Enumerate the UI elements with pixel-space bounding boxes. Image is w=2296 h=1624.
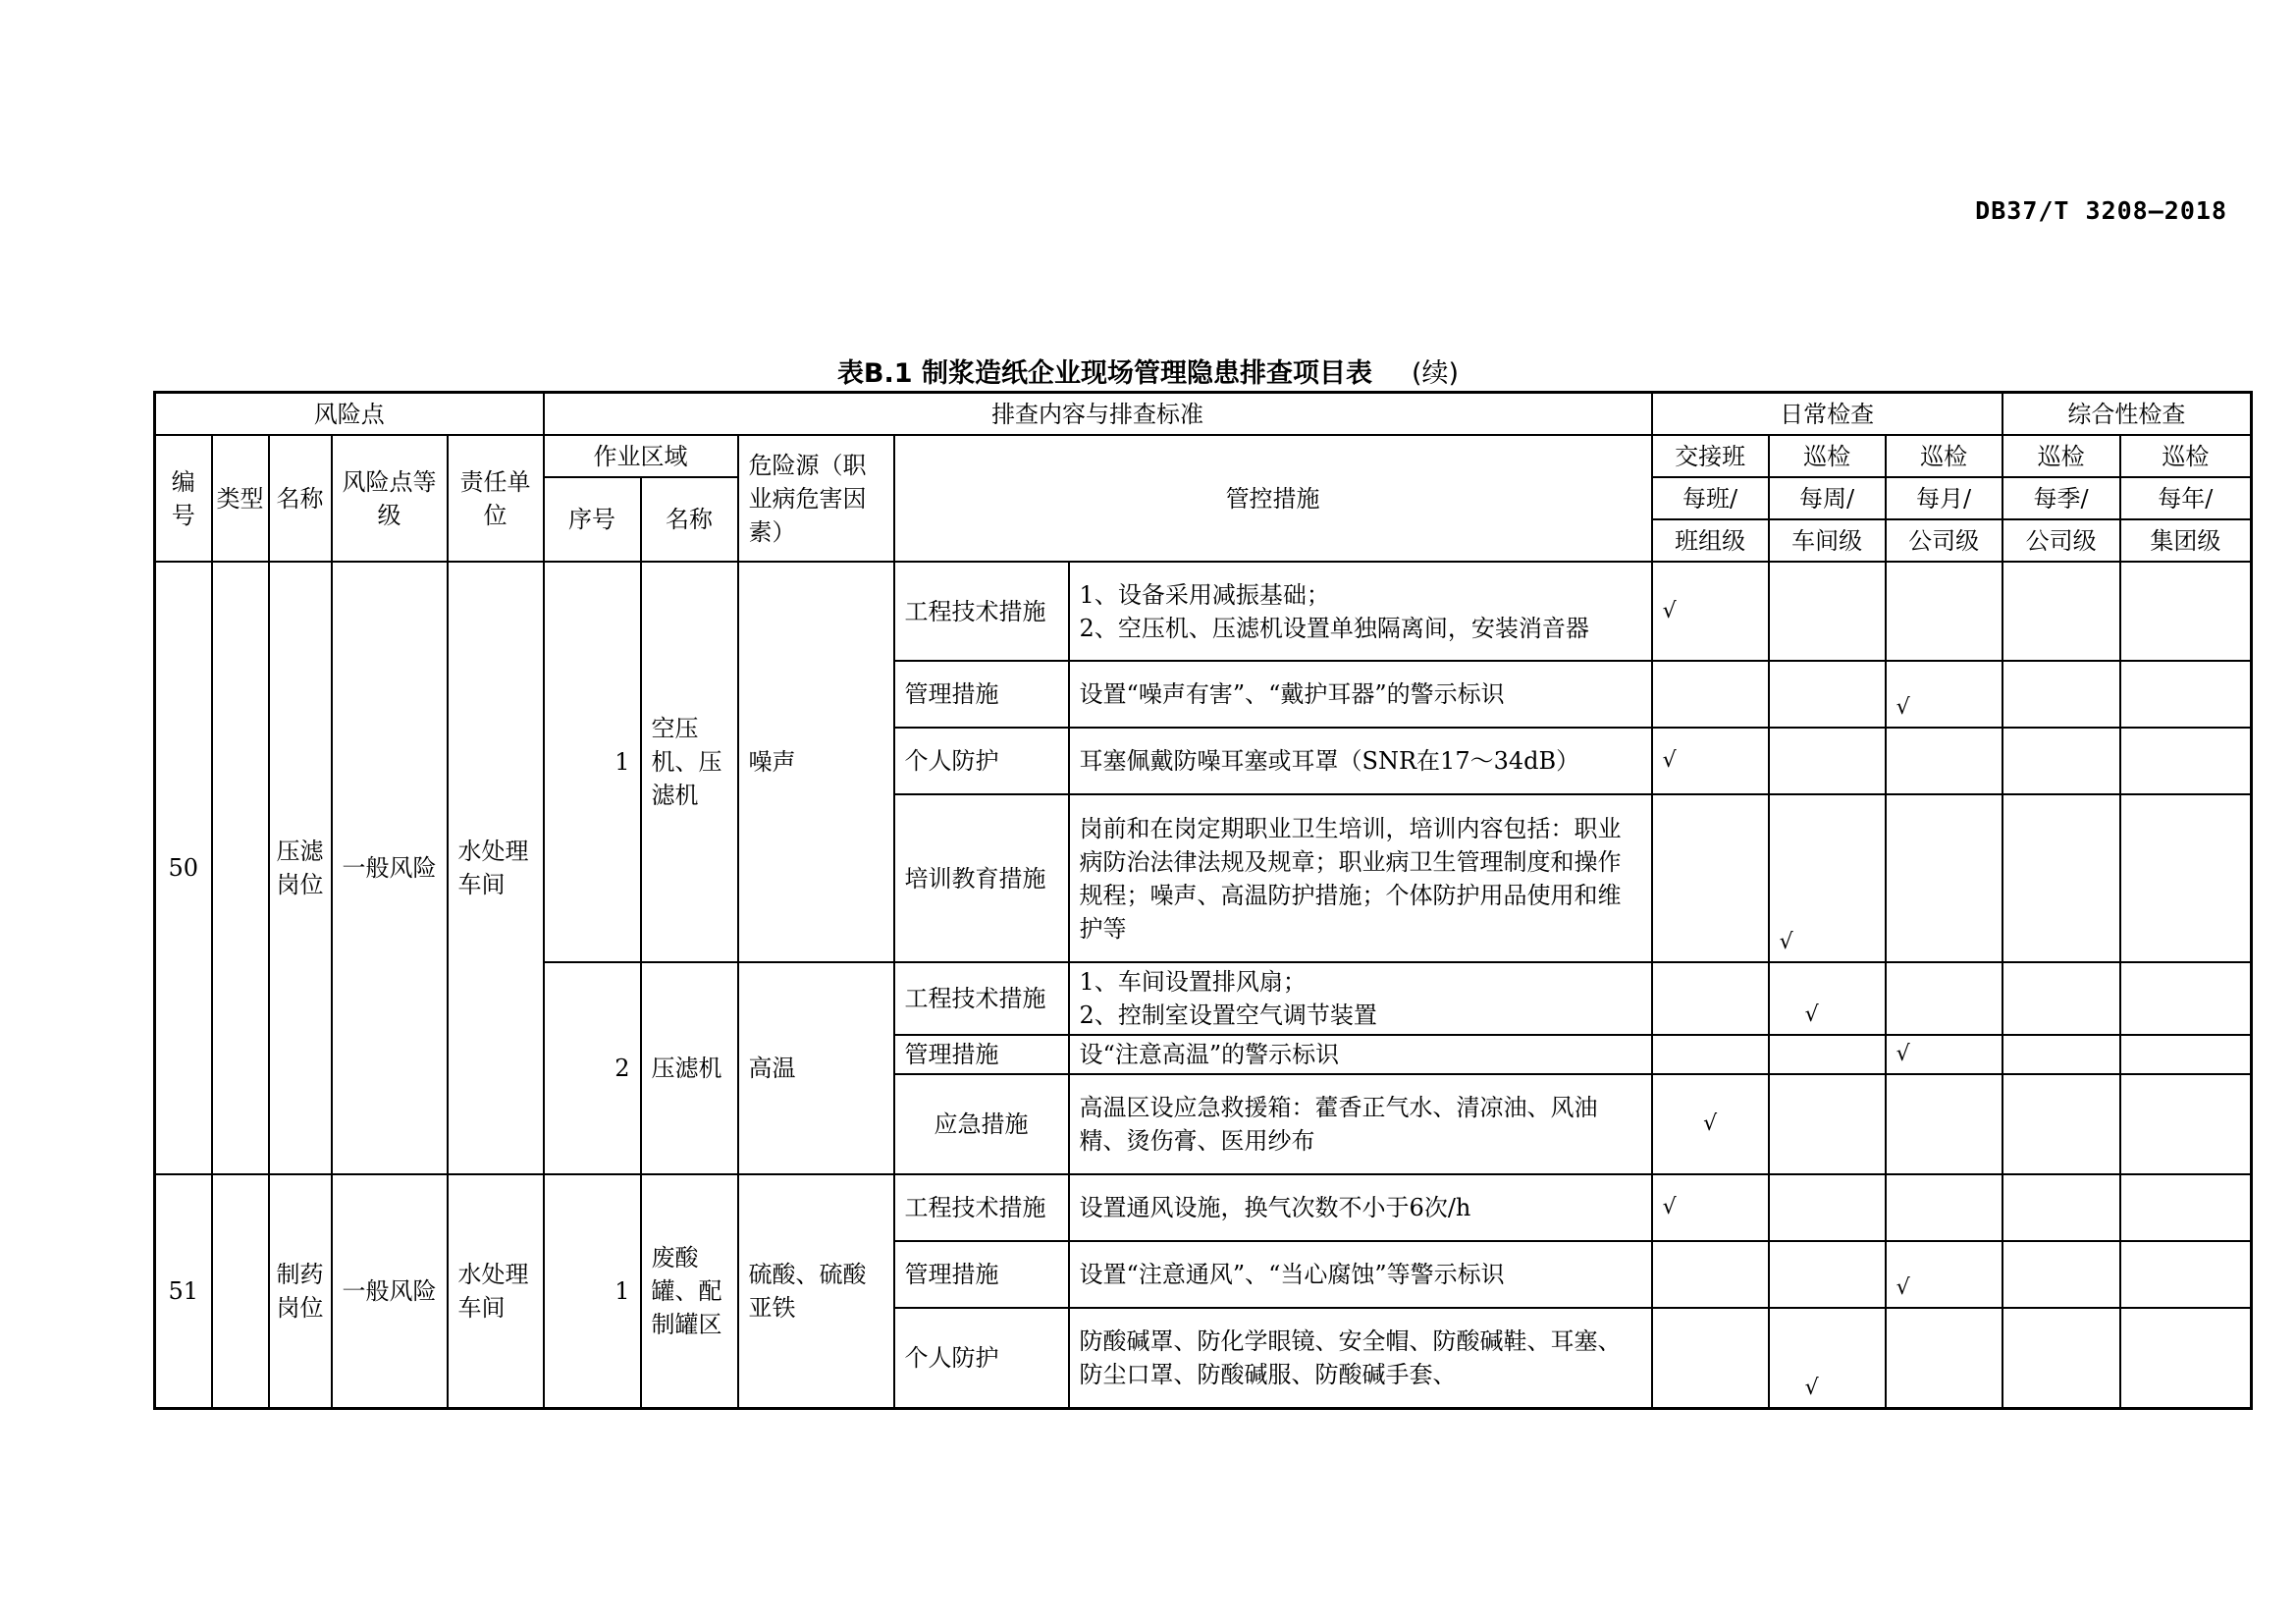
- row50-m2-check-2: [1769, 661, 1886, 728]
- row51-m2-text: 设置“注意通风”、“当心腐蚀”等警示标识: [1069, 1241, 1652, 1308]
- row50-type: [212, 562, 269, 1174]
- row50-m2-check-5: [2120, 661, 2252, 728]
- row50-m6-category: 管理措施: [894, 1035, 1069, 1074]
- row50-m5-check-2: √: [1769, 962, 1886, 1035]
- row50-m6-check-1: [1652, 1035, 1769, 1074]
- row50-no: 50: [155, 562, 212, 1174]
- header-risk-point: 风险点: [155, 393, 544, 436]
- row51-m1-check-5: [2120, 1174, 2252, 1241]
- row50-m7-check-3: [1886, 1074, 2002, 1174]
- row51-m1-check-3: [1886, 1174, 2002, 1241]
- row50-m6-check-5: [2120, 1035, 2252, 1074]
- row50-m5-text: 1、车间设置排风扇； 2、控制室设置空气调节装置: [1069, 962, 1652, 1035]
- row50-m2-check-4: [2002, 661, 2120, 728]
- row50-unit: 水处理车间: [448, 562, 544, 1174]
- row50-m5-category: 工程技术措施: [894, 962, 1069, 1035]
- check-type-5: 巡检: [2120, 435, 2252, 477]
- row51-m3-check-3: [1886, 1308, 2002, 1408]
- row51-area1-hazard: 硫酸、硫酸亚铁: [738, 1174, 894, 1408]
- row50-name: 压滤岗位: [269, 562, 332, 1174]
- hazard-check-table: [153, 391, 2253, 1410]
- row50-m1-check-1: √: [1652, 562, 1769, 661]
- row50-m3-check-1: √: [1652, 728, 1769, 794]
- row50-m1-check-3: [1886, 562, 2002, 661]
- row50-m4-check-4: [2002, 794, 2120, 962]
- header-col-name: 名称: [269, 435, 332, 562]
- row50-m4-category: 培训教育措施: [894, 794, 1069, 962]
- header-hazard: 危险源（职业病危害因素）: [738, 435, 894, 562]
- check-freq-2: 每周/: [1769, 477, 1886, 519]
- row50-m7-text: 高温区设应急救援箱：藿香正气水、清凉油、风油精、烫伤膏、医用纱布: [1069, 1074, 1652, 1174]
- row50-level: 一般风险: [332, 562, 448, 1174]
- row50-m4-check-5: [2120, 794, 2252, 962]
- row51-no: 51: [155, 1174, 212, 1408]
- row51-m1-check-2: [1769, 1174, 1886, 1241]
- row50-m1-category: 工程技术措施: [894, 562, 1069, 661]
- row51-m2-check-3: √: [1886, 1241, 2002, 1308]
- row51-area1-name: 废酸罐、配制罐区: [641, 1174, 738, 1408]
- row50-m7-category: 应急措施: [894, 1074, 1069, 1174]
- standard-code: DB37/T 3208—2018: [1975, 196, 2227, 225]
- row51-m3-check-2: √: [1769, 1308, 1886, 1408]
- row51-m3-check-1: [1652, 1308, 1769, 1408]
- row50-m3-text: 耳塞佩戴防噪耳塞或耳罩（SNR在17～34dB）: [1069, 728, 1652, 794]
- row50-area1-seq: 1: [544, 562, 641, 962]
- row51-m3-text: 防酸碱罩、防化学眼镜、安全帽、防酸碱鞋、耳塞、防尘口罩、防酸碱服、防酸碱手套、: [1069, 1308, 1652, 1408]
- row51-unit: 水处理车间: [448, 1174, 544, 1408]
- check-freq-1: 每班/: [1652, 477, 1769, 519]
- row50-m6-check-4: [2002, 1035, 2120, 1074]
- row51-m1-text: 设置通风设施，换气次数不小于6次/h: [1069, 1174, 1652, 1241]
- row50-m7-check-4: [2002, 1074, 2120, 1174]
- header-col-level: 风险点等级: [332, 435, 448, 562]
- row50-m3-check-4: [2002, 728, 2120, 794]
- header-col-unit: 责任单位: [448, 435, 544, 562]
- row51-type: [212, 1174, 269, 1408]
- row50-m6-text: 设“注意高温”的警示标识: [1069, 1035, 1652, 1074]
- row50-m2-check-1: [1652, 661, 1769, 728]
- check-level-1: 班组级: [1652, 519, 1769, 562]
- table-title: [0, 352, 2296, 390]
- header-daily-check: 日常检查: [1652, 393, 2002, 436]
- check-type-1: 交接班: [1652, 435, 1769, 477]
- row50-area2-name: 压滤机: [641, 962, 738, 1174]
- check-level-5: 集团级: [2120, 519, 2252, 562]
- check-freq-4: 每季/: [2002, 477, 2120, 519]
- table-title-continued: (续): [1411, 358, 1460, 389]
- row51-m2-category: 管理措施: [894, 1241, 1069, 1308]
- row50-m1-check-4: [2002, 562, 2120, 661]
- header-work-seq: 序号: [544, 477, 641, 562]
- row50-m1-check-5: [2120, 562, 2252, 661]
- row51-m1-check-1: √: [1652, 1174, 1769, 1241]
- check-level-4: 公司级: [2002, 519, 2120, 562]
- header-col-type: 类型: [212, 435, 269, 562]
- row50-m4-check-1: [1652, 794, 1769, 962]
- table-title-text: 表B.1 制浆造纸企业现场管理隐患排查项目表: [836, 358, 1372, 389]
- row51-m3-check-5: [2120, 1308, 2252, 1408]
- check-freq-5: 每年/: [2120, 477, 2252, 519]
- row50-area2-hazard: 高温: [738, 962, 894, 1174]
- row51-area1-seq: 1: [544, 1174, 641, 1408]
- row50-area1-hazard: 噪声: [738, 562, 894, 962]
- row51-m2-check-4: [2002, 1241, 2120, 1308]
- row50-m7-check-2: [1769, 1074, 1886, 1174]
- row51-m1-category: 工程技术措施: [894, 1174, 1069, 1241]
- row50-m1-check-2: [1769, 562, 1886, 661]
- row51-level: 一般风险: [332, 1174, 448, 1408]
- header-col-no: 编号: [155, 435, 212, 562]
- row50-m5-check-4: [2002, 962, 2120, 1035]
- row50-m5-check-5: [2120, 962, 2252, 1035]
- row50-m6-check-2: [1769, 1035, 1886, 1074]
- row50-m3-check-2: [1769, 728, 1886, 794]
- row50-m6-check-3: √: [1886, 1035, 2002, 1074]
- row50-m3-check-3: [1886, 728, 2002, 794]
- row50-m2-text: 设置“噪声有害”、“戴护耳器”的警示标识: [1069, 661, 1652, 728]
- row51-m3-category: 个人防护: [894, 1308, 1069, 1408]
- row50-m4-check-3: [1886, 794, 2002, 962]
- row51-m2-check-2: [1769, 1241, 1886, 1308]
- row50-m5-check-3: [1886, 962, 2002, 1035]
- row51-name: 制药岗位: [269, 1174, 332, 1408]
- header-check-content: 排查内容与排查标准: [544, 393, 1652, 436]
- header-comprehensive-check: 综合性检查: [2002, 393, 2252, 436]
- check-type-4: 巡检: [2002, 435, 2120, 477]
- row50-m7-check-5: [2120, 1074, 2252, 1174]
- row51-m1-check-4: [2002, 1174, 2120, 1241]
- row50-m1-text: 1、设备采用减振基础； 2、空压机、压滤机设置单独隔离间，安装消音器: [1069, 562, 1652, 661]
- check-type-2: 巡检: [1769, 435, 1886, 477]
- row50-m4-check-2: √: [1769, 794, 1886, 962]
- row51-m3-check-4: [2002, 1308, 2120, 1408]
- row50-m3-check-5: [2120, 728, 2252, 794]
- header-work-area: 作业区域: [544, 435, 738, 477]
- row50-m2-check-3: √: [1886, 661, 2002, 728]
- header-measures: 管控措施: [894, 435, 1652, 562]
- row50-m3-category: 个人防护: [894, 728, 1069, 794]
- check-type-3: 巡检: [1886, 435, 2002, 477]
- check-freq-3: 每月/: [1886, 477, 2002, 519]
- row50-m4-text: 岗前和在岗定期职业卫生培训，培训内容包括：职业病防治法律法规及规章；职业病卫生管理制度和操作规程；噪声、高温防护措施；个体防护用品使用和维护等: [1069, 794, 1652, 962]
- check-level-3: 公司级: [1886, 519, 2002, 562]
- row51-m2-check-1: [1652, 1241, 1769, 1308]
- row50-area1-name: 空压机、压滤机: [641, 562, 738, 962]
- check-level-2: 车间级: [1769, 519, 1886, 562]
- header-work-name: 名称: [641, 477, 738, 562]
- row50-m2-category: 管理措施: [894, 661, 1069, 728]
- row50-area2-seq: 2: [544, 962, 641, 1174]
- row50-m5-check-1: [1652, 962, 1769, 1035]
- row51-m2-check-5: [2120, 1241, 2252, 1308]
- row50-m7-check-1: √: [1652, 1074, 1769, 1174]
